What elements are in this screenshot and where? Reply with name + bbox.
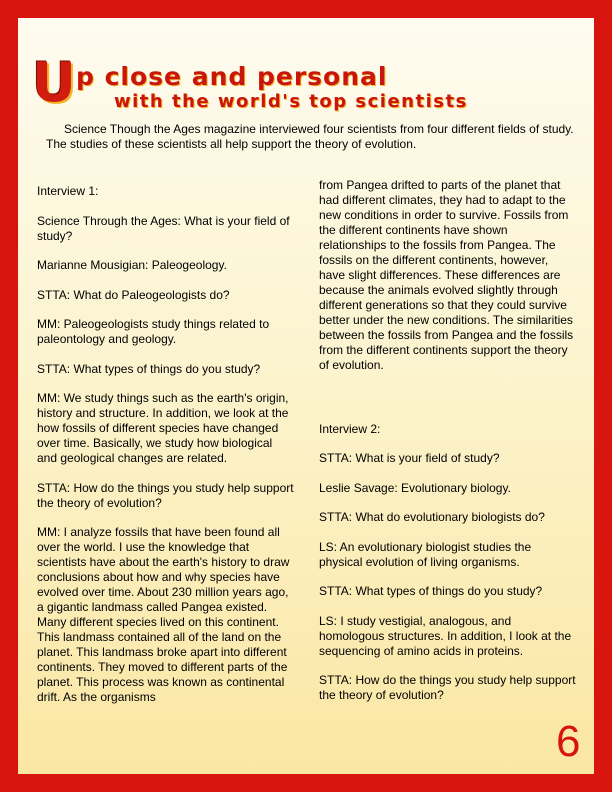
interview-question: STTA: How do the things you study help support the theory of evolution? (37, 480, 294, 510)
interview-heading: Interview 2: (319, 421, 381, 436)
interview-answer: Leslie Savage: Evolutionary biology. (319, 480, 511, 495)
interview-question: STTA: What is your field of study? (319, 451, 500, 465)
column-spacer (319, 388, 577, 422)
intro-paragraph: Science Though the Ages magazine interviewed four scientists from four different fields of study. The studies of these scientists all help support the theory of evolution. (46, 122, 574, 151)
interview-question: Science Through the Ages: What is your field of study? (37, 213, 290, 243)
interview-answer: MM: I analyze fossils that have been found all over the world. I use the knowledge that scientists have about the earth's history to draw conclusions about how and why species have evolved over time. About 230 million years ago, a gigantic landmass called Pangea existed. Many different species lived on this continent. This landmass contained all of the land on the planet. This landmass broke apart into different continents. They moved to different parts of the planet. This process was known as continental drift. As the organisms (37, 525, 290, 704)
interview-answer-continued: from Pangea drifted to parts of the planet that had different climates, they had to adapt to the new conditions in order to survive. Fossils from the different continents have shown relationships to the fossils from Pangea. The fossils on the different continents, however, have slight differences. These differences are because the animals evolved slightly through different generations so that they could survive better under the new conditions. The similarities between the fossils from Pangea and the fossils from the different continents support the theory of evolution. (319, 178, 574, 372)
page-number: 6 (556, 717, 581, 766)
interview-question: STTA: What types of things do you study? (319, 584, 543, 598)
left-column (37, 184, 295, 720)
title-initial: U (32, 51, 76, 114)
title-headline: p close and personal (76, 62, 388, 91)
interview-question: STTA: What types of things do you study? (37, 361, 261, 376)
interview-heading: Interview 1: (37, 184, 99, 198)
interview-answer: LS: An evolutionary biologist studies the physical evolution of living organisms. (319, 539, 532, 569)
interview-question: STTA: How do the things you study help support the theory of evolution? (319, 673, 576, 702)
magazine-page (18, 18, 594, 774)
right-column (319, 178, 577, 718)
interview-answer: LS: I study vestigial, analogous, and homologous structures. In addition, I look at the sequencing of amino acids in proteins. (319, 613, 572, 658)
interview-question: STTA: What do Paleogeologists do? (37, 287, 230, 302)
interview-question: STTA: What do evolutionary biologists do? (319, 510, 545, 524)
title-subheadline: with the world's top scientists (114, 91, 468, 112)
interview-answer: MM: We study things such as the earth's origin, history and structure. In addition, we look at the how fossils of different species have changed over time. Basically, we study how biological and geological changes are related. (37, 391, 289, 465)
interview-answer: MM: Paleogeologists study things related to paleontology and geology. (37, 317, 270, 346)
interview-answer: Marianne Mousigian: Paleogeology. (37, 258, 227, 272)
